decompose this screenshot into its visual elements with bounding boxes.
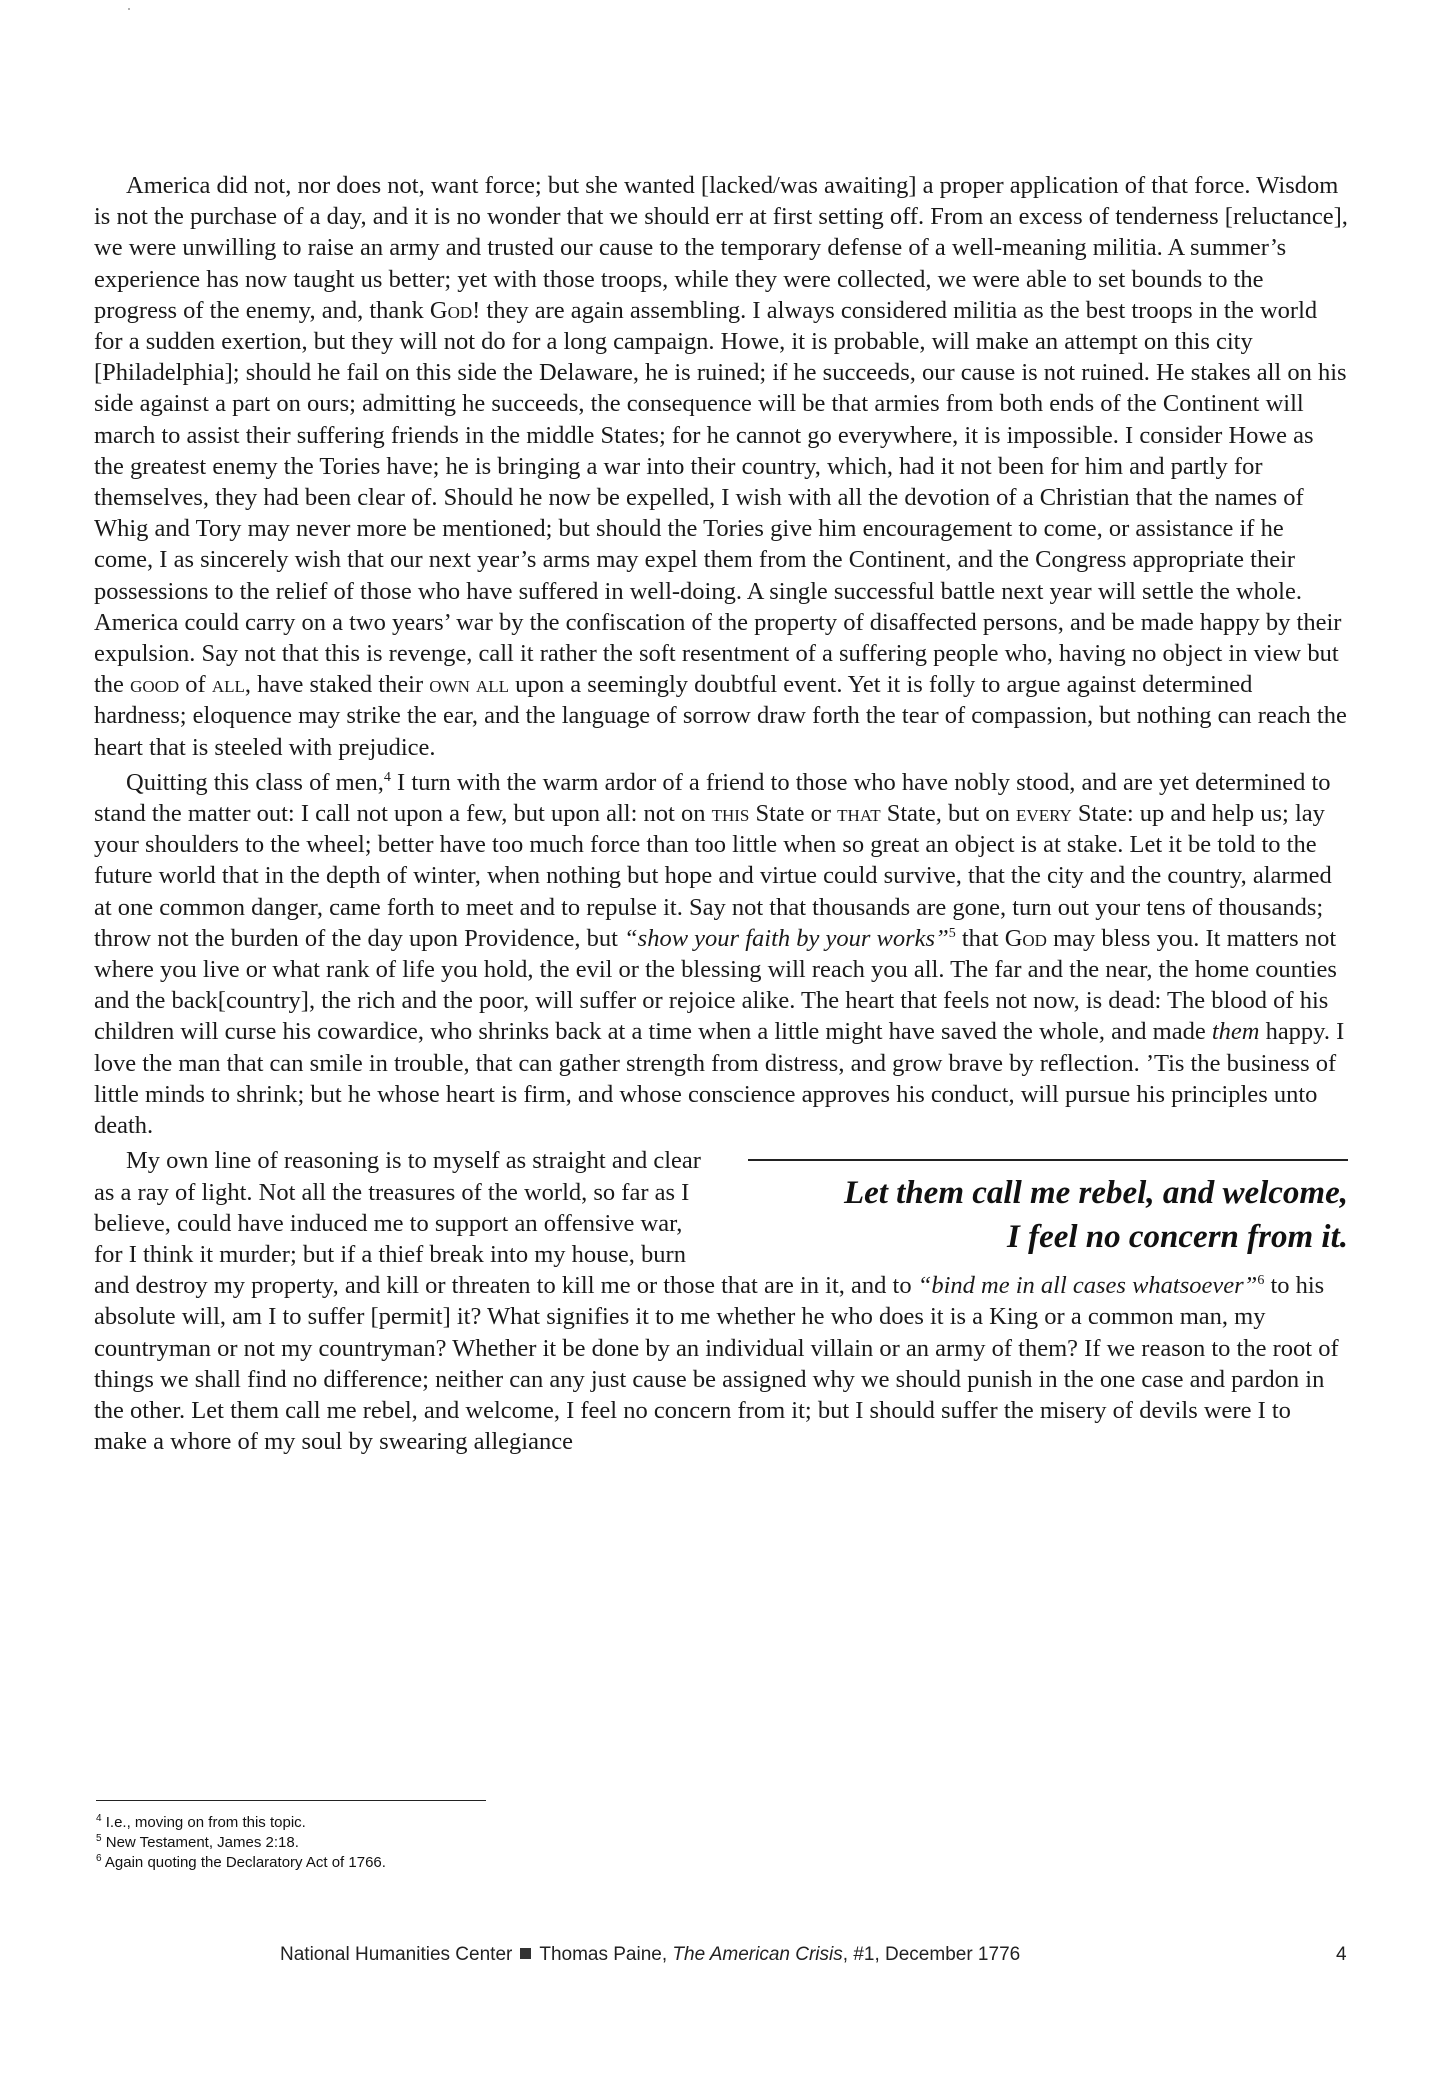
footer-title: The American Crisis (672, 1944, 843, 1965)
page-number: 4 (1336, 1944, 1347, 1965)
paragraph-1: America did not, nor does not, want force; but she wanted [lacked/was awaiting] a proper application of that force. Wisdom is not the purchase of a day, and it is no wonder that we should err at first setting off. From an excess of tenderness [reluctance], we were unwilling to raise an army and trusted our cause to the temporary defense of a well-meaning militia. A summer’s experience has now taught us better; yet with those troops, while they were collected, we were able to set bounds to the progress of the enemy, and, thank God! they are again assembling. I always considered militia as the best troops in the world for a sudden exertion, but they will not do for a long campaign. Howe, it is probable, will make an attempt on this city [Philadelphia]; should he fail on this side the Delaware, he is ruined; if he succeeds, our cause is not ruined. He stakes all on his side against a part on ours; admitting he succeeds, the consequence will be that armies from both ends of the Continent will march to assist their suffering friends in the middle States; for he cannot go everywhere, it is impossible. I consider Howe as the greatest enemy the Tories have; he is bringing a war into their country, which, had it not been for him and partly for themselves, they had been clear of. Should he now be expelled, I wish with all the devotion of a Christian that the names of Whig and Tory may never more be mentioned; but should the Tories give him encouragement to come, or assistance if he come, I as sincerely wish that our next year’s arms may expel them from the Continent, and the Congress appropriate their possessions to the relief of those who have suffered in well-doing. A single successful battle next year will settle the whole. America could carry on a two years’ war by the confiscation of the property of disaffected persons, and be made happy by their expulsion. Say not that this is revenge, call it rather the soft resentment of a suffering people who, having no object in view but the good of all, have staked their own all upon a seemingly doubtful event. Yet it is folly to argue against determined hardness; eloquence may strike the ear, and the language of sorrow draw forth the tear of compassion, but nothing can reach the heart that is steeled with prejudice. (94, 172, 1348, 761)
paragraph-2: Quitting this class of men,$^4$ I turn with the warm ardor of a friend to those who have nobly stood, and are yet determined to stand the matter out: I call not upon a few, but upon all: not on this State or that State, but on every State: up and help us; lay your shoulders to the wheel; better have too much force than too little when so great an object is at stake. Let it be told to the future world that in the depth of winter, when nothing but hope and virtue could survive, that the city and the country, alarmed at one common danger, came forth to meet and to repulse it. Say not that thousands are gone, turn out your tens of thousands; throw not the burden of the day upon Providence, but “show your faith by your works”$^5$ that God may bless you. It matters not where you live or what rank of life you hold, the evil or the blessing will reach you all. The far and the near, the home counties and the back[country], the rich and the poor, will suffer or rejoice alike. The heart that feels not now, is dead: The blood of his children will curse his cowardice, who shrinks back at a time when a little might have saved the whole, and made them happy. I love the man that can smile in trouble, that can gather strength from distress, and grow brave by reflection. ’Tis the business of little minds to shrink; but he whose heart is firm, and whose conscience approves his conduct, will pursue his principles unto death. (94, 768, 1345, 1140)
footnote-5: $^5$ New Testament, James 2:18. (96, 1833, 299, 1851)
footer-citation: National Humanities Center Thomas Paine, The American Crisis, #1, December 1776 (280, 1944, 1021, 1965)
declaratory-act-quote: “bind me in all cases whatsoever” (917, 1272, 1258, 1300)
footnote-6: $^6$ Again quoting the Declaratory Act of 1766. (96, 1853, 386, 1871)
scan-speck (128, 8, 130, 10)
footnote-ref-5: 5 (948, 925, 956, 941)
paragraph-3: Let them call me rebel, and welcome, I feel no concern from it. My own line of reasoning is to myself as straight and clear as a ray of light. Not all the treasures of the world, so far as I believe, could have induced me to support an offensive war, for I think it murder; but if a thief break into my house, burn and destroy my property, and kill or threaten to kill me or those that are in it, and to “bind me in all cases whatsoever”$^6$ to his absolute will, am I to suffer [permit] it? What signifies it to me whether he who does it is a King or a common man, my countryman or not my countryman? Whether it be done by an individual villain or an army of them? If we reason to the root of things we shall find no difference; neither can any just cause be assigned why we should punish in the one case and pardon in the other. Let them call me rebel, and welcome, I feel no concern from it; but I should suffer the misery of devils were I to make a whore of my soul by swearing allegiance (94, 1147, 1348, 1456)
footer-org: National Humanities Center (280, 1944, 513, 1965)
footnotes (96, 1800, 696, 1873)
scripture-quote: “show your faith by your works” (624, 924, 949, 952)
pull-quote-line-1: Let them call me rebel, and welcome, (843, 1175, 1348, 1212)
pull-quote-rule (748, 1159, 1348, 1161)
footnote-ref-6: 6 (1257, 1272, 1265, 1288)
footnote-4: $^4$ I.e., moving on from this topic. (96, 1813, 306, 1831)
footnote-rule (96, 1800, 486, 1801)
pull-quote-line-2: I feel no concern from it. (1007, 1219, 1348, 1256)
footnote-ref-4: 4 (383, 769, 391, 785)
article-body (94, 170, 1348, 1457)
pull-quote (748, 1145, 1348, 1259)
square-bullet-icon (520, 1948, 531, 1959)
